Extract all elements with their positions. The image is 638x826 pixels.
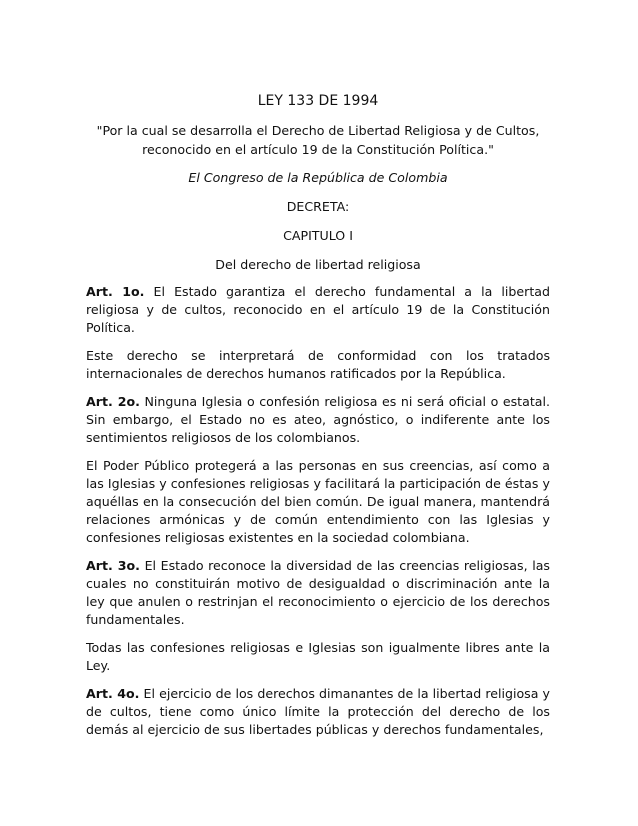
article-2-text-2: El Poder Público protegerá a las personas en sus creencias, así como a las Iglesias y confesiones religiosas y facilitará la participación de éstas y aquéllas en la consecución del bien común. De igual manera, mantendrá relaciones armónicas y de común entendimiento con las Iglesias y confesiones religiosas existentes en la sociedad colombiana. [86, 458, 550, 545]
article-1-text-2: Este derecho se interpretará de conformidad con los tratados internacionales de derechos humanos ratificados por la República. [86, 348, 550, 381]
chapter-heading: CAPITULO I [283, 228, 353, 243]
chapter-title: Del derecho de libertad religiosa [215, 257, 421, 272]
article-1-label: Art. 1o. [86, 284, 145, 299]
article-1-paragraph [86, 283, 550, 337]
article-2-paragraph [86, 393, 550, 447]
law-subtitle-line-1: "Por la cual se desarrolla el Derecho de Libertad Religiosa y de Cultos, [96, 123, 540, 138]
article-3-text-2: Todas las confesiones religiosas e Iglesias son igualmente libres ante la Ley. [86, 640, 550, 673]
article-3-paragraph-2 [86, 639, 550, 675]
congress-line: El Congreso de la República de Colombia [188, 170, 448, 185]
article-2-text: Ninguna Iglesia o confesión religiosa es ni será oficial o estatal. Sin embargo, el Estado no es ateo, agnóstico, o indiferente ante los sentimientos religiosos de los colombianos. [86, 394, 550, 445]
article-4-text: El ejercicio de los derechos dimanantes de la libertad religiosa y de cultos, tiene como único límite la protección del derecho de los demás al ejercicio de sus libertades públicas y derechos fundamentales, [86, 686, 550, 737]
article-4-label: Art. 4o. [86, 686, 140, 701]
document-content [86, 92, 550, 749]
decreta-heading: DECRETA: [286, 199, 350, 214]
article-4-paragraph [86, 685, 550, 739]
law-title: LEY 133 DE 1994 [257, 93, 379, 109]
article-3-paragraph [86, 557, 550, 629]
article-3-text: El Estado reconoce la diversidad de las creencias religiosas, las cuales no constituirán motivo de desigualdad o discriminación ante la ley que anulen o restrinjan el reconocimiento o ejercicio de los derechos fundamentales. [86, 558, 550, 627]
article-2-label: Art. 2o. [86, 394, 140, 409]
article-2-paragraph-2 [86, 457, 550, 547]
article-1-paragraph-2 [86, 347, 550, 383]
article-3-label: Art. 3o. [86, 558, 140, 573]
law-subtitle [86, 121, 550, 159]
law-subtitle-line-2: reconocido en el artículo 19 de la Constitución Política." [142, 142, 494, 157]
article-1-text: El Estado garantiza el derecho fundamental a la libertad religiosa y de cultos, reconocido en el artículo 19 de la Constitución Política. [86, 284, 550, 335]
